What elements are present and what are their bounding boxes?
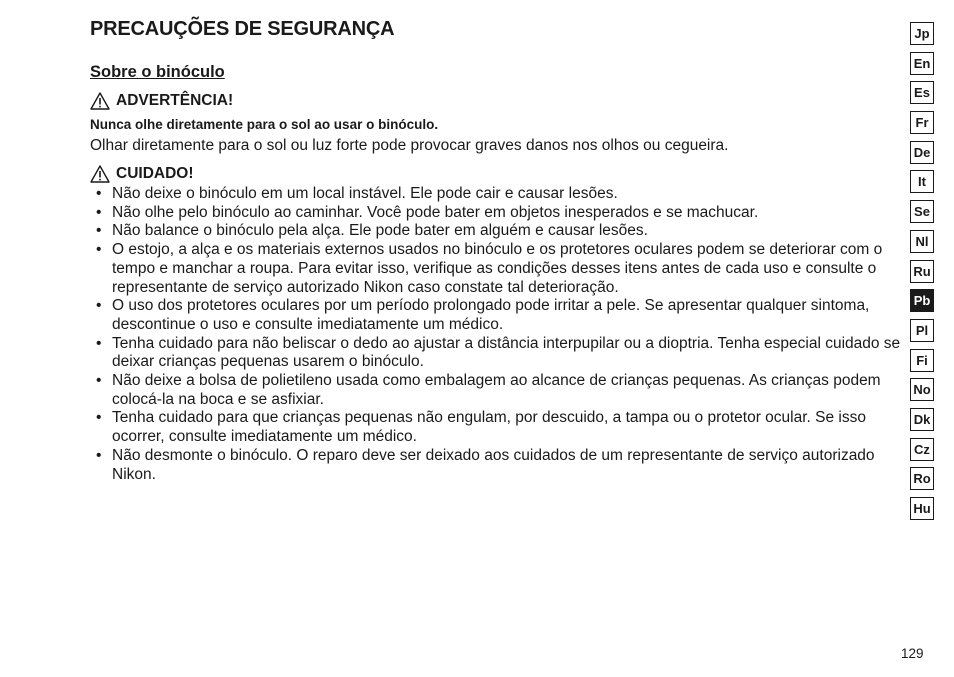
list-item: • Não deixe o binóculo em um local instável. Ele pode cair e causar lesões. bbox=[90, 185, 905, 204]
language-tab-dk[interactable]: Dk bbox=[910, 408, 934, 431]
page-number: 129 bbox=[901, 646, 924, 661]
caution-list bbox=[90, 185, 905, 484]
list-item: • O estojo, a alça e os materiais externos usados no binóculo e os protetores oculares podem se deteriorar com o tempo e manchar a roupa. Para evitar isso, verifique as condições desses itens antes de cada uso e consulte o representante de serviço autorizado Nikon caso constate tal deterioração. bbox=[90, 241, 905, 297]
language-tab-de[interactable]: De bbox=[910, 141, 934, 164]
language-tab-en[interactable]: En bbox=[910, 52, 934, 75]
language-tab-fi[interactable]: Fi bbox=[910, 349, 934, 372]
page-title: PRECAUÇÕES DE SEGURANÇA bbox=[90, 18, 395, 40]
list-item: • Não balance o binóculo pela alça. Ele pode bater em alguém e causar lesões. bbox=[90, 222, 905, 241]
list-item: • Não desmonte o binóculo. O reparo deve ser deixado aos cuidados de um representante de serviço autorizado Nikon. bbox=[90, 447, 905, 484]
list-item: • O uso dos protetores oculares por um período prolongado pode irritar a pele. Se apresentar qualquer sintoma, descontinue o uso e consulte imediatamente um médico. bbox=[90, 297, 905, 334]
language-tab-no[interactable]: No bbox=[910, 378, 934, 401]
language-tab-it[interactable]: It bbox=[910, 170, 934, 193]
warning-heading bbox=[90, 92, 233, 110]
list-item: • Tenha cuidado para que crianças pequenas não engulam, por descuido, a tampa ou o protetor ocular. Se isso ocorrer, consulte imediatamente um médico. bbox=[90, 409, 905, 446]
warning-statement: Nunca olhe diretamente para o sol ao usar o binóculo. bbox=[90, 117, 439, 132]
language-tab-se[interactable]: Se bbox=[910, 200, 934, 223]
list-item: • Não olhe pelo binóculo ao caminhar. Você pode bater em objetos inesperados e se machucar. bbox=[90, 204, 905, 223]
language-tab-cz[interactable]: Cz bbox=[910, 438, 934, 461]
warning-heading-label: ADVERTÊNCIA! bbox=[116, 92, 234, 109]
language-tab-hu[interactable]: Hu bbox=[910, 497, 934, 520]
language-tab-nl[interactable]: Nl bbox=[910, 230, 934, 253]
warning-triangle-icon bbox=[90, 92, 110, 110]
language-tab-pb[interactable]: Pb bbox=[910, 289, 934, 312]
section-heading: Sobre o binóculo bbox=[90, 63, 225, 81]
warning-body: Olhar diretamente para o sol ou luz forte pode provocar graves danos nos olhos ou cegueira. bbox=[90, 137, 729, 154]
language-tabs bbox=[910, 22, 934, 527]
list-item: • Não deixe a bolsa de polietileno usada como embalagem ao alcance de crianças pequenas. As crianças podem colocá-la na boca e se asfixiar. bbox=[90, 372, 905, 409]
caution-heading-label: CUIDADO! bbox=[116, 165, 194, 182]
language-tab-ru[interactable]: Ru bbox=[910, 260, 934, 283]
warning-triangle-icon bbox=[90, 165, 110, 183]
language-tab-jp[interactable]: Jp bbox=[910, 22, 934, 45]
language-tab-pl[interactable]: Pl bbox=[910, 319, 934, 342]
caution-heading bbox=[90, 165, 194, 183]
language-tab-fr[interactable]: Fr bbox=[910, 111, 934, 134]
language-tab-es[interactable]: Es bbox=[910, 81, 934, 104]
language-tab-ro[interactable]: Ro bbox=[910, 467, 934, 490]
list-item: • Tenha cuidado para não beliscar o dedo ao ajustar a distância interpupilar ou a dioptria. Tenha especial cuidado se deixar crianças pequenas usarem o binóculo. bbox=[90, 335, 905, 372]
